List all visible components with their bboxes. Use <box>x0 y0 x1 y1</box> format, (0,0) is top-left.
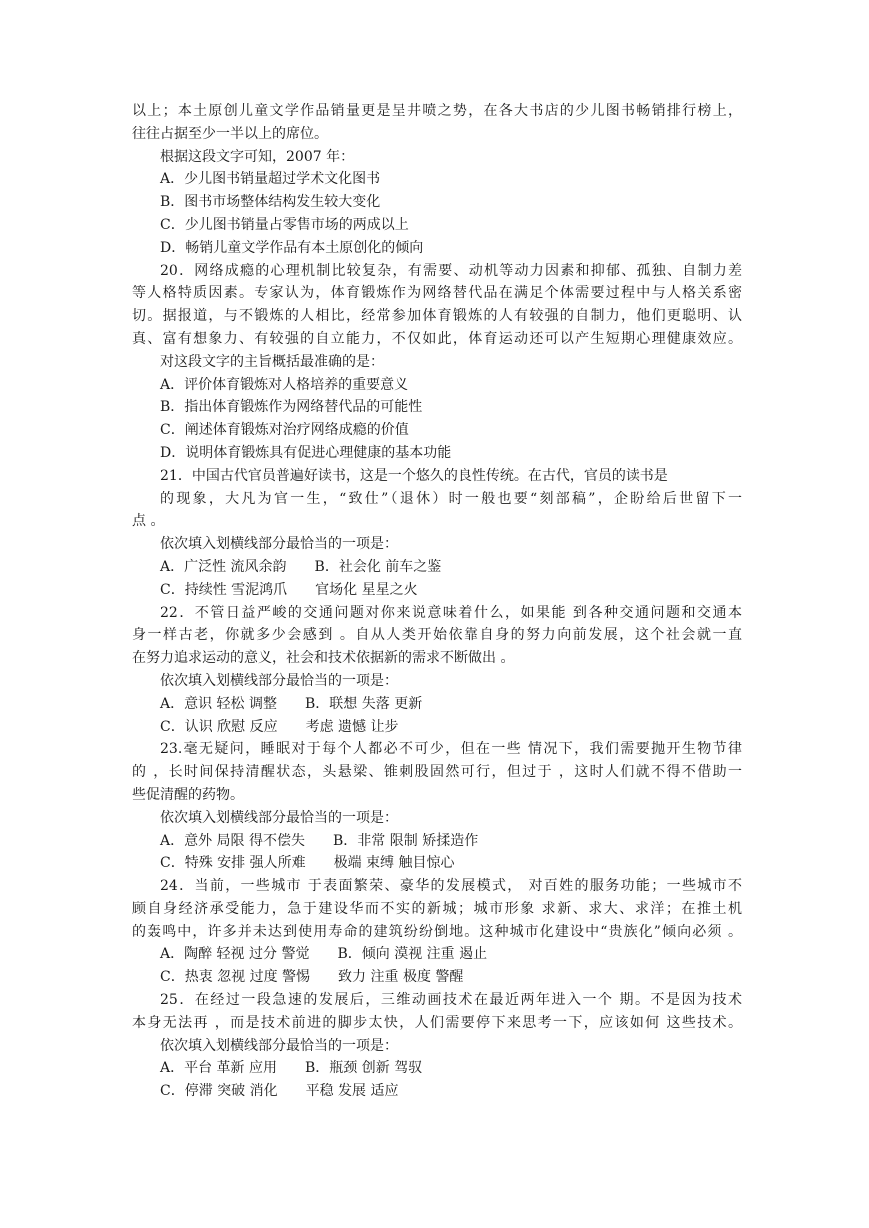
text-line: A．平台 革新 应用 B．瓶颈 创新 驾驭 <box>160 1060 423 1077</box>
text-line: 点 。 <box>132 513 165 530</box>
text-line: 的轰鸣中，许多并未达到使用寿命的建筑纷纷倒地。这种城市化建设中“贵族化”倾向必须 。 <box>132 923 742 940</box>
text-line: C．热衷 忽视 过度 警惕 致力 注重 极度 警醒 <box>160 969 464 986</box>
text-line: 依次填入划横线部分最恰当的一项是： <box>160 536 398 553</box>
text-line: 在努力追求运动的意义，社会和技术依据新的需求不断做出 。 <box>132 650 515 667</box>
text-line: C．特殊 安排 强人所难 极端 束缚 触目惊心 <box>160 855 455 872</box>
text-line: A．意识 轻松 调整 B．联想 失落 更新 <box>160 695 423 712</box>
text-line: 21．中国古代官员普遍好读书，这是一个悠久的良性传统。在古代，官员的读书是 <box>160 467 668 484</box>
text-line: B．指出体育锻炼作为网络替代品的可能性 <box>160 399 423 416</box>
text-line: 25．在经过一段急速的发展后，三维动画技术在最近两年进入一个 期。不是因为技术 <box>160 992 742 1009</box>
text-line: 依次填入划横线部分最恰当的一项是： <box>160 809 398 826</box>
text-line: 23.毫无疑问，睡眠对于每个人都必不可少，但在一些 情况下，我们需要抛开生物节律 <box>160 741 742 758</box>
text-line: A．少儿图书销量超过学术文化图书 <box>160 171 381 188</box>
text-line: 顾自身经济承受能力，急于建设华而不实的新城；城市形象 求新、求大、求洋；在推土机 <box>132 900 742 917</box>
text-line: 等人格特质因素。专家认为，体育锻炼作为网络替代品在满足个体需要过程中与人格关系密 <box>132 285 742 302</box>
text-line: C．持续性 雪泥鸿爪 官场化 星星之火 <box>160 581 418 598</box>
text-line: 本身无法再 ，而是技术前进的脚步太快，人们需要停下来思考一下，应该如何 这些技术。 <box>132 1014 742 1031</box>
text-line: C．认识 欣慰 反应 考虑 遗憾 让步 <box>160 718 399 735</box>
text-line: A．陶醉 轻视 过分 警觉 B．倾向 漠视 注重 遏止 <box>160 946 488 963</box>
text-line: 往往占据至少一半以上的席位。 <box>132 125 328 142</box>
text-line: 的现象，大凡为官一生，“致仕”（退休）时一般也要“刻部稿”，企盼给后世留下一 <box>160 490 742 507</box>
text-line: 以上；本土原创儿童文学作品销量更是呈井喷之势，在各大书店的少儿图书畅销排行榜上， <box>132 103 742 119</box>
text-line: D．畅销儿童文学作品有本土原创化的倾向 <box>160 239 424 256</box>
text-line: 身一样古老，你就多少会感到 。自从人类开始依靠自身的努力向前发展，这个社会就一直 <box>132 627 742 644</box>
text-line: C．阐述体育锻炼对治疗网络成瘾的价值 <box>160 422 409 439</box>
text-line: A．广泛性 流风余韵 B．社会化 前车之鉴 <box>160 558 442 575</box>
text-line: 真、富有想象力、有较强的自立能力，不仅如此，体育运动还可以产生短期心理健康效应。 <box>132 330 742 347</box>
text-line: 根据这段文字可知，2007 年： <box>160 148 355 165</box>
document-page <box>132 100 742 1103</box>
text-line: C．少儿图书销量占零售市场的两成以上 <box>160 216 409 233</box>
text-line: 依次填入划横线部分最恰当的一项是： <box>160 672 398 689</box>
text-line: 对这段文字的主旨概括最准确的是： <box>160 353 384 370</box>
text-line: B．图书市场整体结构发生较大变化 <box>160 194 381 211</box>
text-line: A．评价体育锻炼对人格培养的重要意义 <box>160 376 409 393</box>
text-line: 22．不管日益严峻的交通问题对你来说意味着什么，如果能 到各种交通问题和交通本 <box>160 604 742 621</box>
text-line: 的 ，长时间保持清醒状态，头悬梁、锥刺股固然可行，但过于 ，这时人们就不得不借助一 <box>132 764 742 781</box>
text-line: 些促清醒的药物。 <box>132 786 244 803</box>
text-line: 20．网络成瘾的心理机制比较复杂，有需要、动机等动力因素和抑郁、孤独、自制力差 <box>160 262 742 279</box>
text-line: A．意外 局限 得不偿失 B．非常 限制 矫揉造作 <box>160 832 479 849</box>
text-line: D．说明体育锻炼具有促进心理健康的基本功能 <box>160 444 452 461</box>
text-line: 切。据报道，与不锻炼的人相比，经常参加体育锻炼的人有较强的自制力，他们更聪明、认 <box>132 308 742 325</box>
text-line: C．停滞 突破 消化 平稳 发展 适应 <box>160 1083 399 1100</box>
text-line: 24．当前，一些城市 于表面繁荣、豪华的发展模式， 对百姓的服务功能；一些城市不 <box>160 878 742 895</box>
text-line: 依次填入划横线部分最恰当的一项是： <box>160 1037 398 1054</box>
